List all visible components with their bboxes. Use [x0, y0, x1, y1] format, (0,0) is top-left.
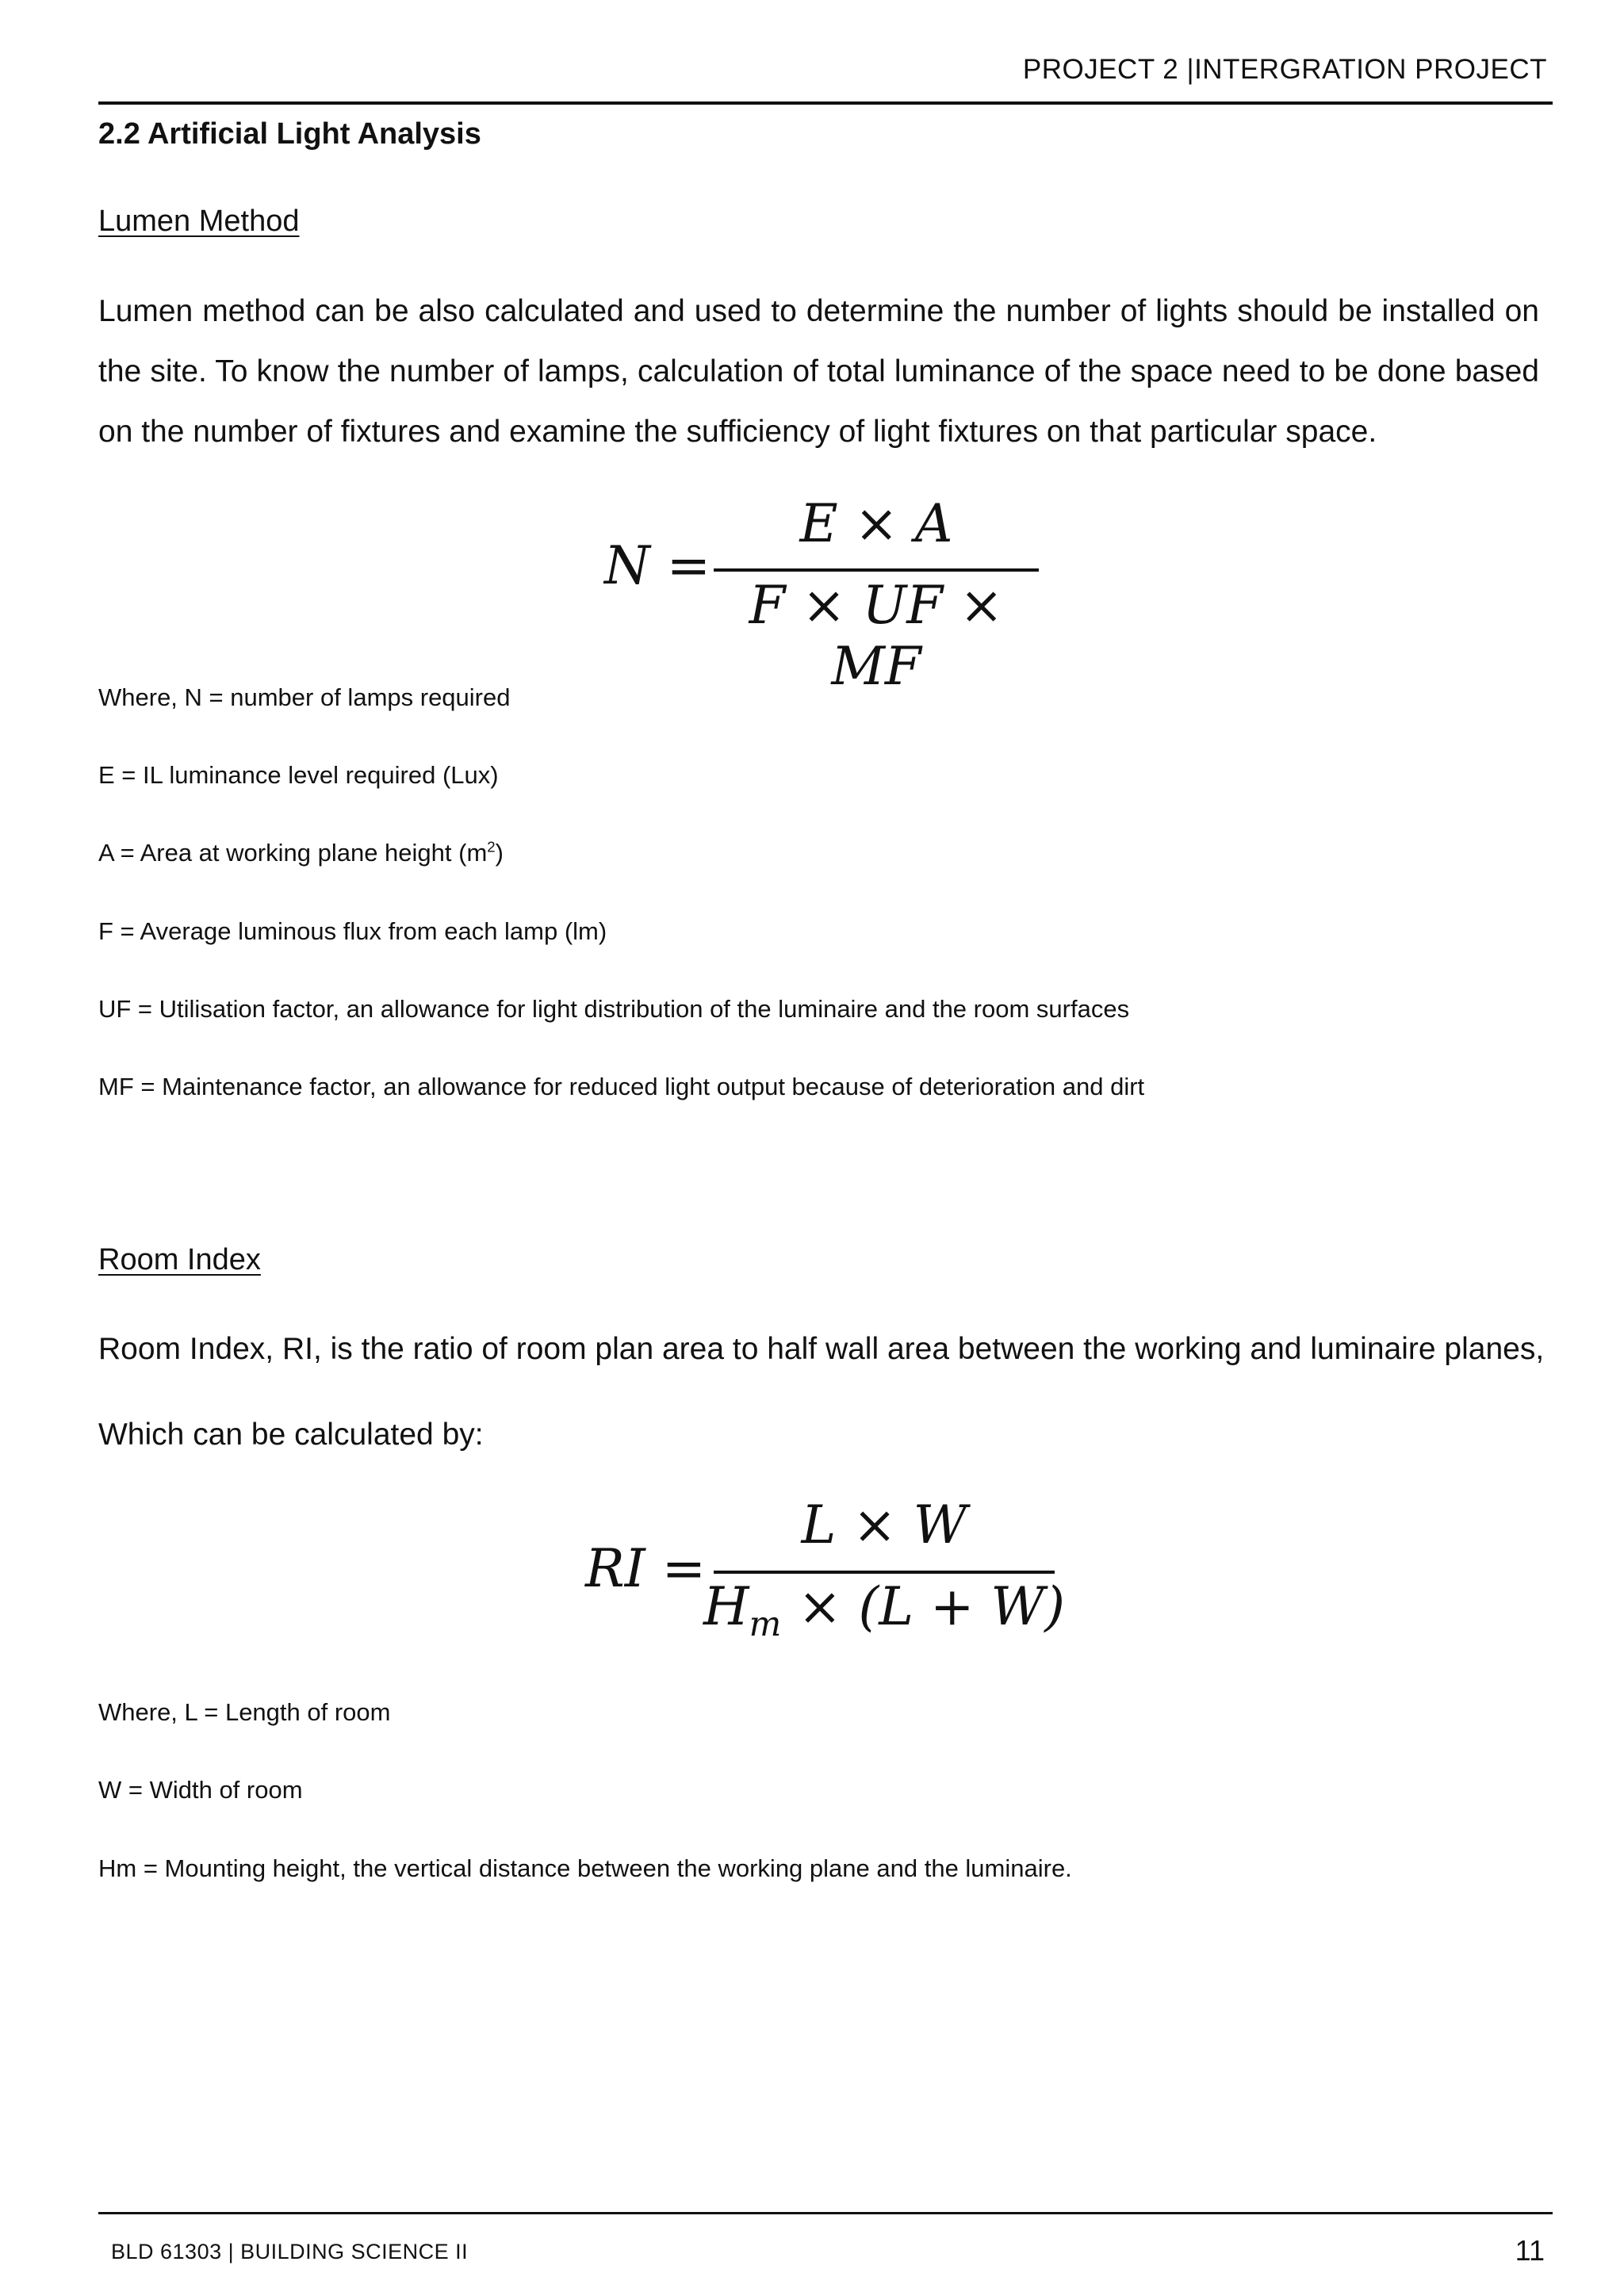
- section-title: 2.2 Artificial Light Analysis: [98, 117, 481, 151]
- ri-den-h: H: [703, 1576, 749, 1637]
- def-a-text: A = Area at working plane height (m: [98, 839, 488, 867]
- ri-den-rest: × (L + W): [781, 1576, 1065, 1637]
- def-f: F = Average luminous flux from each lamp (lm): [98, 917, 607, 945]
- room-index-heading: Room Index: [98, 1243, 261, 1276]
- lumen-formula-lhs: N =: [604, 535, 711, 596]
- room-index-line-1: Room Index, RI, is the ratio of room plan area to half wall area between the working and luminaire planes,: [98, 1332, 1545, 1366]
- running-header: PROJECT 2 |INTERGRATION PROJECT: [1022, 54, 1547, 85]
- def-a-sup: 2: [487, 838, 496, 855]
- def-n: Where, N = number of lamps required: [98, 683, 511, 711]
- lumen-formula-numerator: E × A: [799, 493, 953, 554]
- lumen-line-3: on the number of fixtures and examine the sufficiency of light fixtures on that particular space.: [98, 415, 1377, 449]
- def-hm: Hm = Mounting height, the vertical distance between the working plane and the luminaire.: [98, 1854, 1072, 1882]
- lumen-paragraph: [98, 281, 1539, 462]
- ri-den-sub: m: [749, 1605, 782, 1645]
- ri-fraction-bar: [714, 1571, 1055, 1574]
- def-e: E = IL luminance level required (Lux): [98, 761, 499, 789]
- page-number: 11: [1515, 2234, 1545, 2267]
- lumen-line-1: Lumen method can be also calculated and used to determine the number of lights should be installed on: [98, 294, 1539, 328]
- header-rule: [98, 101, 1553, 105]
- lumen-method-heading: Lumen Method: [98, 205, 300, 238]
- def-a-close: ): [495, 839, 504, 867]
- lumen-fraction-bar: [714, 568, 1039, 572]
- ri-formula-numerator: L × W: [801, 1494, 967, 1556]
- running-footer: BLD 61303 | BUILDING SCIENCE II: [111, 2240, 469, 2263]
- footer-rule: [98, 2212, 1553, 2214]
- def-w: W = Width of room: [98, 1776, 303, 1804]
- lumen-line-2: the site. To know the number of lamps, calculation of total luminance of the space need to be done based: [98, 354, 1539, 388]
- def-mf: MF = Maintenance factor, an allowance for reduced light output because of deterioration and dirt: [98, 1073, 1145, 1100]
- def-uf: UF = Utilisation factor, an allowance for light distribution of the luminaire and the room surfaces: [98, 995, 1130, 1023]
- def-a: [98, 839, 504, 867]
- lumen-formula-denominator: F × UF × MF: [749, 575, 1004, 697]
- room-index-line-2: Which can be calculated by:: [98, 1418, 484, 1452]
- def-l: Where, L = Length of room: [98, 1698, 391, 1726]
- ri-formula-lhs: RI =: [585, 1538, 707, 1599]
- ri-formula-denominator: [698, 1576, 1071, 1645]
